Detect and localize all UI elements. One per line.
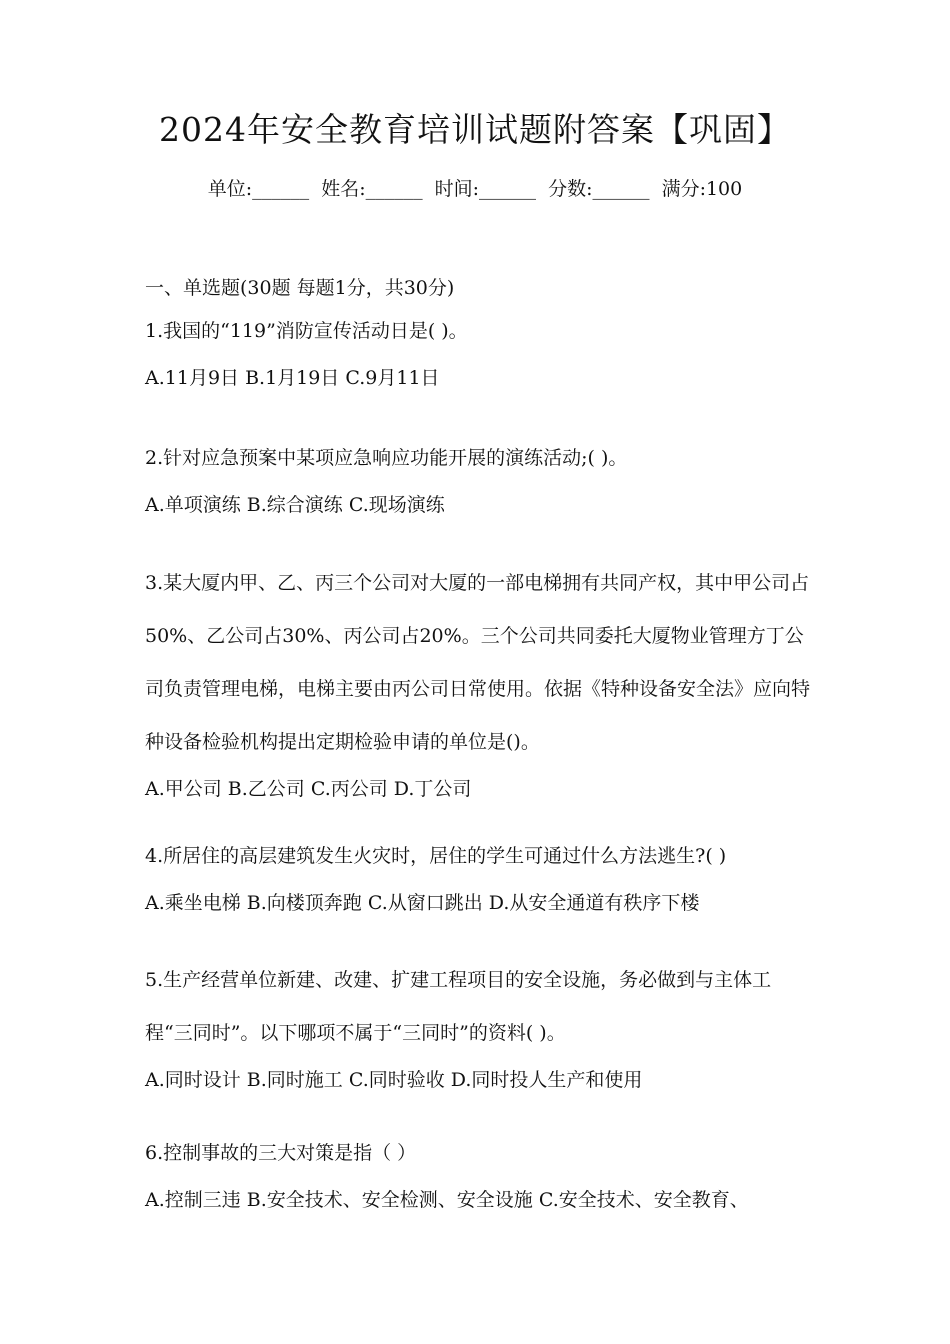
- question-options: A.11月9日 B.1月19日 C.9月11日: [145, 367, 440, 389]
- section-heading: 一、单选题(30题 每题1分，共30分): [145, 277, 455, 299]
- question-1: [145, 305, 811, 398]
- question-2: [145, 432, 811, 525]
- question-text: 1.我国的“119”消防宣传活动日是( )。: [145, 320, 468, 342]
- question-text: 2.针对应急预案中某项应急响应功能开展的演练活动;( )。: [145, 447, 628, 469]
- question-options: A.控制三违 B.安全技术、安全检测、安全设施 C.安全技术、安全教育、: [145, 1189, 749, 1211]
- name-field: 姓名:______: [321, 178, 423, 200]
- unit-field: 单位:______: [207, 178, 310, 200]
- question-options: A.同时设计 B.同时施工 C.同时验收 D.同时投人生产和使用: [145, 1069, 643, 1091]
- question-text: 4.所居住的高层建筑发生火灾时，居住的学生可通过什么方法逃生?( ): [145, 845, 727, 867]
- exam-info-line: [0, 174, 950, 201]
- question-text: 5.生产经营单位新建、改建、扩建工程项目的安全设施，务必做到与主体工程“三同时”。以下哪项不属于“三同时”的资料( )。: [145, 969, 772, 1044]
- question-text: 3.某大厦内甲、乙、丙三个公司对大厦的一部电梯拥有共同产权，其中甲公司占50%、乙公司占30%、丙公司占20%。三个公司共同委托大厦物业管理方丁公司负责管理电梯，电梯主要由丙公司日常使用。依据《特种设备安全法》应向特种设备检验机构提出定期检验申请的单位是()。: [145, 572, 811, 753]
- question-options: A.单项演练 B.综合演练 C.现场演练: [145, 494, 445, 516]
- question-4: [145, 830, 811, 923]
- time-field: 时间:______: [434, 178, 537, 200]
- score-field: 分数:______: [548, 178, 650, 200]
- question-5: [145, 954, 811, 1100]
- full-score: 满分:100: [661, 178, 743, 200]
- question-6: [145, 1127, 811, 1220]
- question-text: 6.控制事故的三大对策是指（ ）: [145, 1142, 417, 1164]
- question-options: A.乘坐电梯 B.向楼顶奔跑 C.从窗口跳出 D.从安全通道有秩序下楼: [145, 892, 700, 914]
- question-3: [145, 557, 811, 809]
- question-options: A.甲公司 B.乙公司 C.丙公司 D.丁公司: [145, 778, 472, 800]
- document-title: 2024年安全教育培训试题附答案【巩固】: [159, 110, 791, 149]
